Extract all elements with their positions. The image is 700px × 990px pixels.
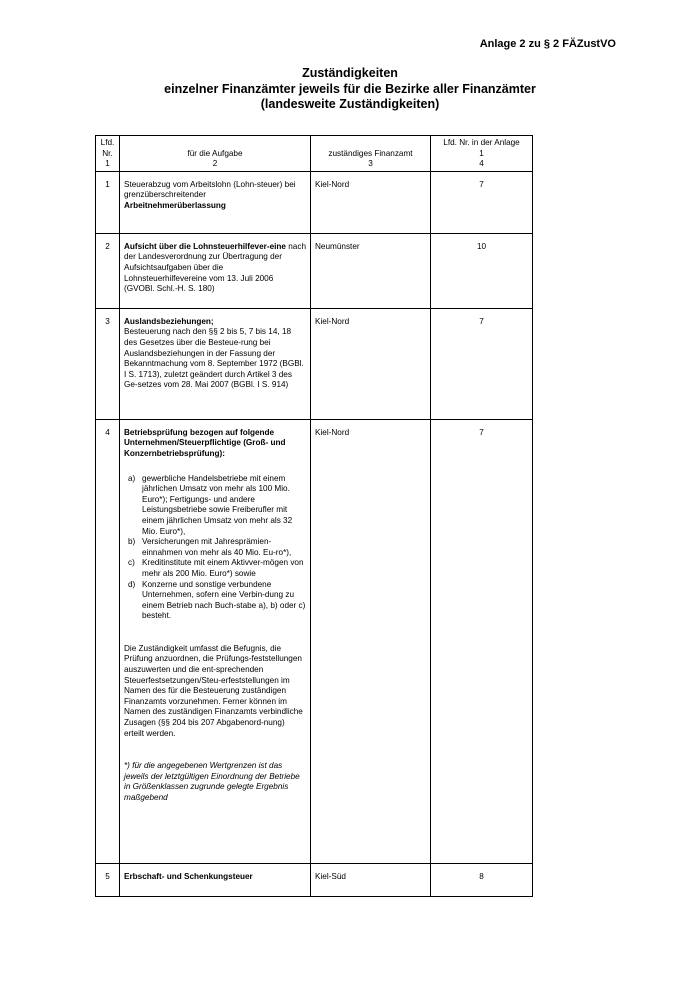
row-task: [120, 171, 311, 233]
header-task-label: für die Aufgabe: [187, 148, 243, 158]
list-item: [124, 537, 306, 558]
row-annex-ref: 7: [431, 419, 533, 863]
header-annex-ref: [431, 136, 533, 172]
header-lfd-nr-label: Lfd. Nr.: [100, 138, 115, 158]
title-line-2: einzelner Finanzämter jeweils für die Bezirke aller Finanzämter: [164, 81, 536, 96]
list-item-text: Konzerne und sonstige verbundene Unternehmen, sofern eine Verbin-dung zu einem Betrieb nach Buch-stabe a), b) oder c) besteht.: [142, 579, 306, 621]
list-item-label: b): [128, 537, 136, 547]
task-bold-text: Auslandsbeziehungen;: [124, 316, 214, 326]
task-bold-text: Erbschaft- und Schenkungsteuer: [124, 871, 253, 881]
header-task: [120, 136, 311, 172]
row-annex-ref: 10: [431, 233, 533, 308]
table-row: [96, 171, 533, 233]
footnote: *) für die angegebenen Wertgrenzen ist das jeweils der letztgültigen Einordnung der Betriebe in Größenklassen zugrunde gelegte Ergebnis maßgebend: [124, 761, 300, 802]
row-office: Kiel-Süd: [311, 863, 431, 896]
header-task-number: 2: [212, 159, 218, 169]
task-bold-text: Aufsicht über die Lohnsteuerhilfever-eine: [124, 241, 286, 251]
row-number: 4: [96, 419, 120, 863]
row-annex-ref: 7: [431, 308, 533, 419]
title-line-1: Zuständigkeiten: [302, 66, 398, 80]
row-number: 3: [96, 308, 120, 419]
row-task: [120, 233, 311, 308]
list-item-text: gewerbliche Handelsbetriebe mit einem jährlichen Umsatz von mehr als 100 Mio. Euro*); Fertigungs- und andere Leistungsbetriebe sowie Freiberufler mit einem jährlichen Umsatz von mehr als 32 Mio. Euro*),: [142, 473, 293, 536]
table-row: [96, 308, 533, 419]
table-row: [96, 863, 533, 896]
list-item: [124, 580, 306, 622]
responsibilities-table: [95, 135, 533, 897]
header-annex-ref-number: 4: [479, 159, 484, 169]
row-number: 5: [96, 863, 120, 896]
header-lfd-nr-number: 1: [105, 159, 110, 169]
list-item: [124, 474, 306, 538]
row-number: 1: [96, 171, 120, 233]
task-text: nach der Landesverordnung zur Übertragung der Aufsichtsaufgaben über die Lohnsteuerhilfevereine vom 13. Juli 2006 (GVOBl. Schl.-H. S. 180): [124, 241, 307, 294]
competence-paragraph: Die Zuständigkeit umfasst die Befugnis, die Prüfung anzuordnen, die Prüfungs-feststellungen auszuwerten und die ent-sprechenden Steuerfestsetzungen/Steu-erfeststellungen im Namen des für die Besteuerung zuständigen Finanzamts vorzunehmen. Ferner können im Namen des zuständigen Finanzamts verbindliche Zusagen (§§ 204 bis 207 Abgabenord-nung) erteilt werden.: [124, 643, 303, 738]
task-text: Steuerabzug vom Arbeitslohn (Lohn-steuer) bei grenzüberschreitender: [124, 179, 296, 200]
header-lfd-nr: [96, 136, 120, 172]
row-annex-ref: 8: [431, 863, 533, 896]
list-item-text: Kreditinstitute mit einem Aktivver-mögen von mehr als 200 Mio. Euro*) sowie: [142, 558, 304, 578]
header-office-number: 3: [368, 159, 373, 169]
list-item-label: c): [128, 558, 135, 568]
title-line-3: (landesweite Zuständigkeiten): [260, 97, 440, 111]
row-task: [120, 419, 311, 863]
criteria-list: [124, 474, 306, 622]
row-task: [120, 308, 311, 419]
list-item: [124, 558, 306, 579]
task-text: Besteuerung nach den §§ 2 bis 5, 7 bis 14, 18 des Gesetzes über die Besteue-rung bei Auslandsbeziehungen in der Fassung der Bekanntmachung vom 8. September 1972 (BGBl. I S. 1713), zuletzt geändert durch Artikel 3 des Ge-setzes vom 28. Mai 2007 (BGBl. I S. 914): [124, 327, 304, 390]
header-office: [311, 136, 431, 172]
annex-reference: Anlage 2 zu § 2 FÄZustVO: [479, 38, 616, 50]
table-row: [96, 233, 533, 308]
row-annex-ref: 7: [431, 171, 533, 233]
list-item-label: d): [128, 579, 136, 589]
row-task: [120, 863, 311, 896]
row-number: 2: [96, 233, 120, 308]
header-office-label: zuständiges Finanzamt: [328, 148, 413, 158]
row-office: Kiel-Nord: [311, 419, 431, 863]
row-office: Kiel-Nord: [311, 171, 431, 233]
table-row: [96, 419, 533, 863]
list-item-text: Versicherungen mit Jahresprämien-einnahmen von mehr als 40 Mio. Eu-ro*),: [142, 537, 292, 557]
list-item-label: a): [128, 473, 136, 483]
row-office: Neumünster: [311, 233, 431, 308]
task-bold-text: Betriebsprüfung bezogen auf folgende Unternehmen/Steuerpflichtige (Groß- und Konzernbetriebsprüfung):: [124, 427, 286, 458]
document-title: [0, 66, 700, 113]
row-office: Kiel-Nord: [311, 308, 431, 419]
task-bold-text: Arbeitnehmerüberlassung: [124, 200, 226, 210]
header-annex-ref-label: Lfd. Nr. in der Anlage 1: [443, 138, 520, 158]
header-row: [96, 136, 533, 172]
